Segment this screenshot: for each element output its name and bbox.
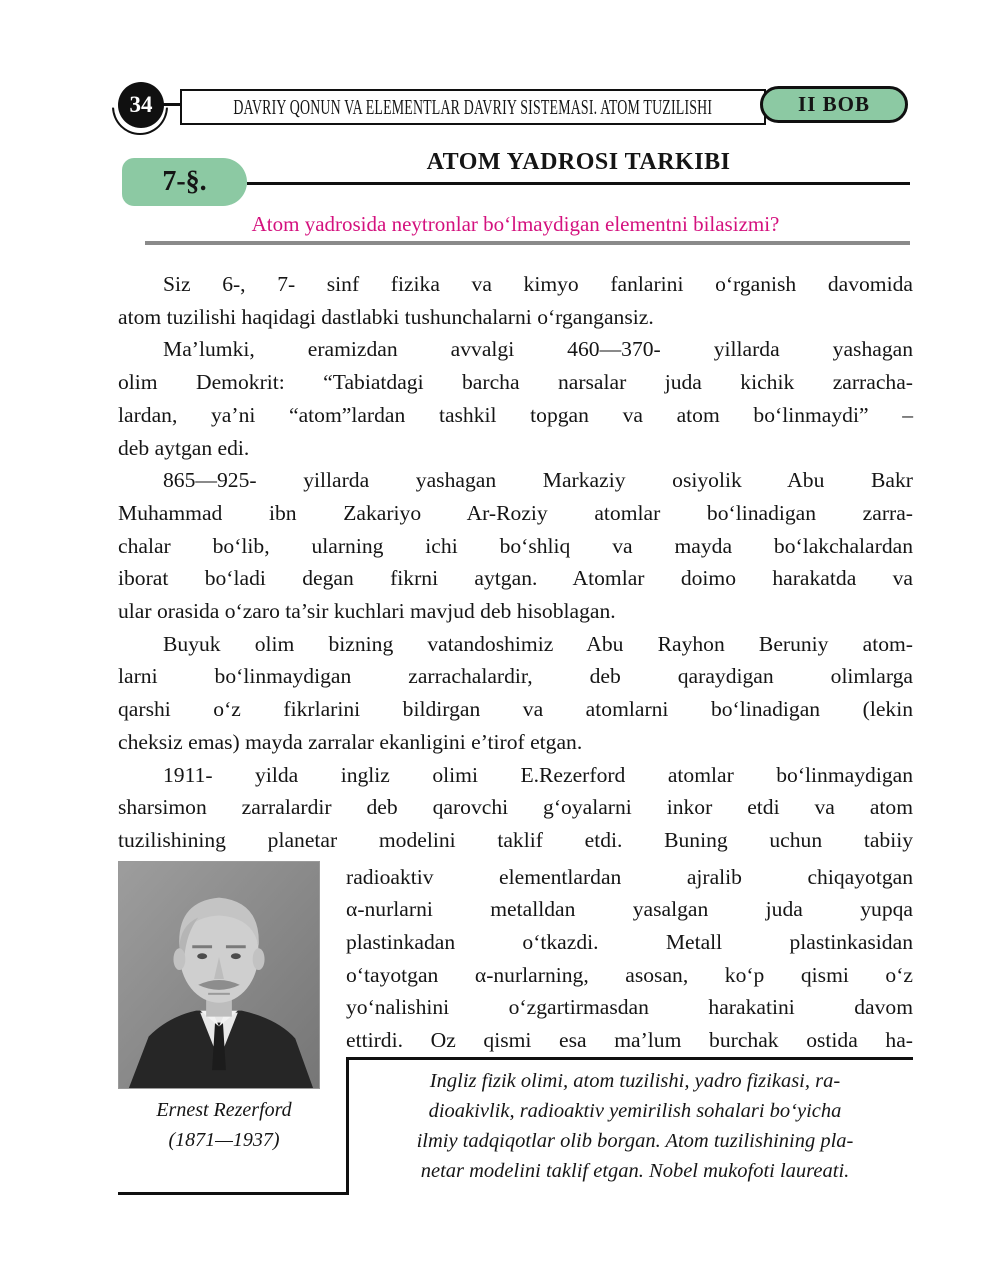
text-line: Ingliz fizik olimi, atom tuzilishi, yadro fizikasi, ra- — [429, 1069, 841, 1092]
text-line: tuzilishining planetar modelini taklif etdi. Buning uchun tabiiy — [118, 827, 913, 852]
text-line: chalar bo‘lib, ularning ichi bo‘shliq va mayda bo‘lakchalardan — [118, 533, 913, 558]
text-line: radioaktiv elementlardan ajralib chiqayotgan — [346, 864, 913, 889]
text-line: atom tuzilishi haqidagi dastlabki tushunchalarni o‘rgangansiz. — [118, 304, 654, 329]
scientist-infobox — [346, 1057, 913, 1192]
photo-wrap-region — [118, 861, 913, 1192]
text-line: olim Demokrit: “Tabiatdagi barcha narsalar juda kichik zarracha- — [118, 370, 913, 395]
paragraph — [118, 464, 913, 628]
text-line: Siz 6-, 7- sinf fizika va kimyo fanlarini o‘rganish davomida — [163, 272, 913, 296]
paragraph-list — [118, 268, 913, 857]
ernest-rutherford-photo — [118, 861, 320, 1089]
question-rule — [145, 241, 910, 245]
text-line: ilmiy tadqiqotlar olib borgan. Atom tuzilishining pla- — [416, 1129, 854, 1152]
page-number: 34 — [129, 92, 153, 117]
lead-question: Atom yadrosida neytronlar bo‘lmaydigan elementni bilasizmi? — [251, 212, 780, 236]
chapter-title-bar — [180, 89, 766, 125]
text-line: α-nurlarni metalldan yasalgan juda yupqa — [346, 897, 913, 922]
text-line: cheksiz emas) mayda zarralar ekanligini e’tirof etgan. — [118, 729, 583, 754]
body-text — [118, 268, 913, 1192]
paragraph — [118, 759, 913, 857]
text-line: lardan, ya’ni “atom”lardan tashkil topgan va atom bo‘linmaydi” – — [118, 402, 913, 427]
photo-caption-name: Ernest Rezerford — [156, 1098, 292, 1121]
text-line: Ma’lumki, eramizdan avvalgi 460—370- yillarda yashagan — [163, 337, 913, 362]
text-line: qarshi o‘z fikrlarini bildirgan va atomlarni bo‘linadigan (lekin — [118, 697, 913, 722]
paragraph — [118, 333, 913, 464]
section-title: ATOM YADROSI TARKIBI — [426, 149, 731, 175]
infobox-text — [359, 1066, 911, 1186]
text-line: ettirdi. Oz qismi esa ma’lum burchak ostida ha- — [346, 1028, 913, 1053]
section-rule — [247, 182, 910, 185]
chapter-title: DAVRIY QONUN VA ELEMENTLAR DAVRIY SISTEMASI. ATOM TUZILISHI — [233, 94, 713, 119]
photo-caption-years: (1871—1937) — [168, 1128, 280, 1151]
text-line: 1911- yilda ingliz olimi E.Rezerford atomlar bo‘linmaydigan — [163, 762, 913, 787]
text-line: netar modelini taklif etgan. Nobel mukofoti laureati. — [420, 1159, 850, 1182]
paragraph — [118, 628, 913, 759]
section-number-badge: 7-§. — [122, 158, 247, 206]
text-line: 865—925- yillarda yashagan Markaziy osiyolik Abu Bakr — [163, 468, 913, 493]
text-line: larni bo‘linmaydigan zarrachalardir, deb qaraydigan olimlarga — [118, 664, 913, 689]
text-line: Buyuk olim bizning vatandoshimiz Abu Rayhon Beruniy atom- — [163, 631, 913, 656]
photo-card — [118, 861, 330, 1155]
text-line: deb aytgan edi. — [118, 435, 250, 460]
page-number-badge — [118, 82, 164, 128]
text-line: iborat bo‘ladi degan fikrni aytgan. Atomlar doimo harakatda va — [118, 566, 913, 591]
text-line: o‘tayotgan α-nurlarning, asosan, ko‘p qismi o‘z — [346, 962, 913, 987]
text-line: dioakivlik, radioaktiv yemirilish sohalari bo‘yicha — [428, 1099, 842, 1122]
text-line: sharsimon zarralardir deb qarovchi g‘oyalarni inkor etdi va atom — [118, 795, 913, 820]
text-line: yo‘nalishini o‘zgartirmasdan harakatini davom — [346, 995, 913, 1020]
text-line: Muhammad ibn Zakariyo Ar-Roziy atomlar bo‘linadigan zarra- — [118, 500, 913, 525]
text-line: plastinkadan o‘tkazdi. Metall plastinkasidan — [346, 930, 913, 955]
chapter-badge: II BOB — [760, 86, 908, 123]
text-line: ular orasida o‘zaro ta’sir kuchlari mavjud deb hisoblagan. — [118, 599, 616, 624]
paragraph — [118, 268, 913, 333]
